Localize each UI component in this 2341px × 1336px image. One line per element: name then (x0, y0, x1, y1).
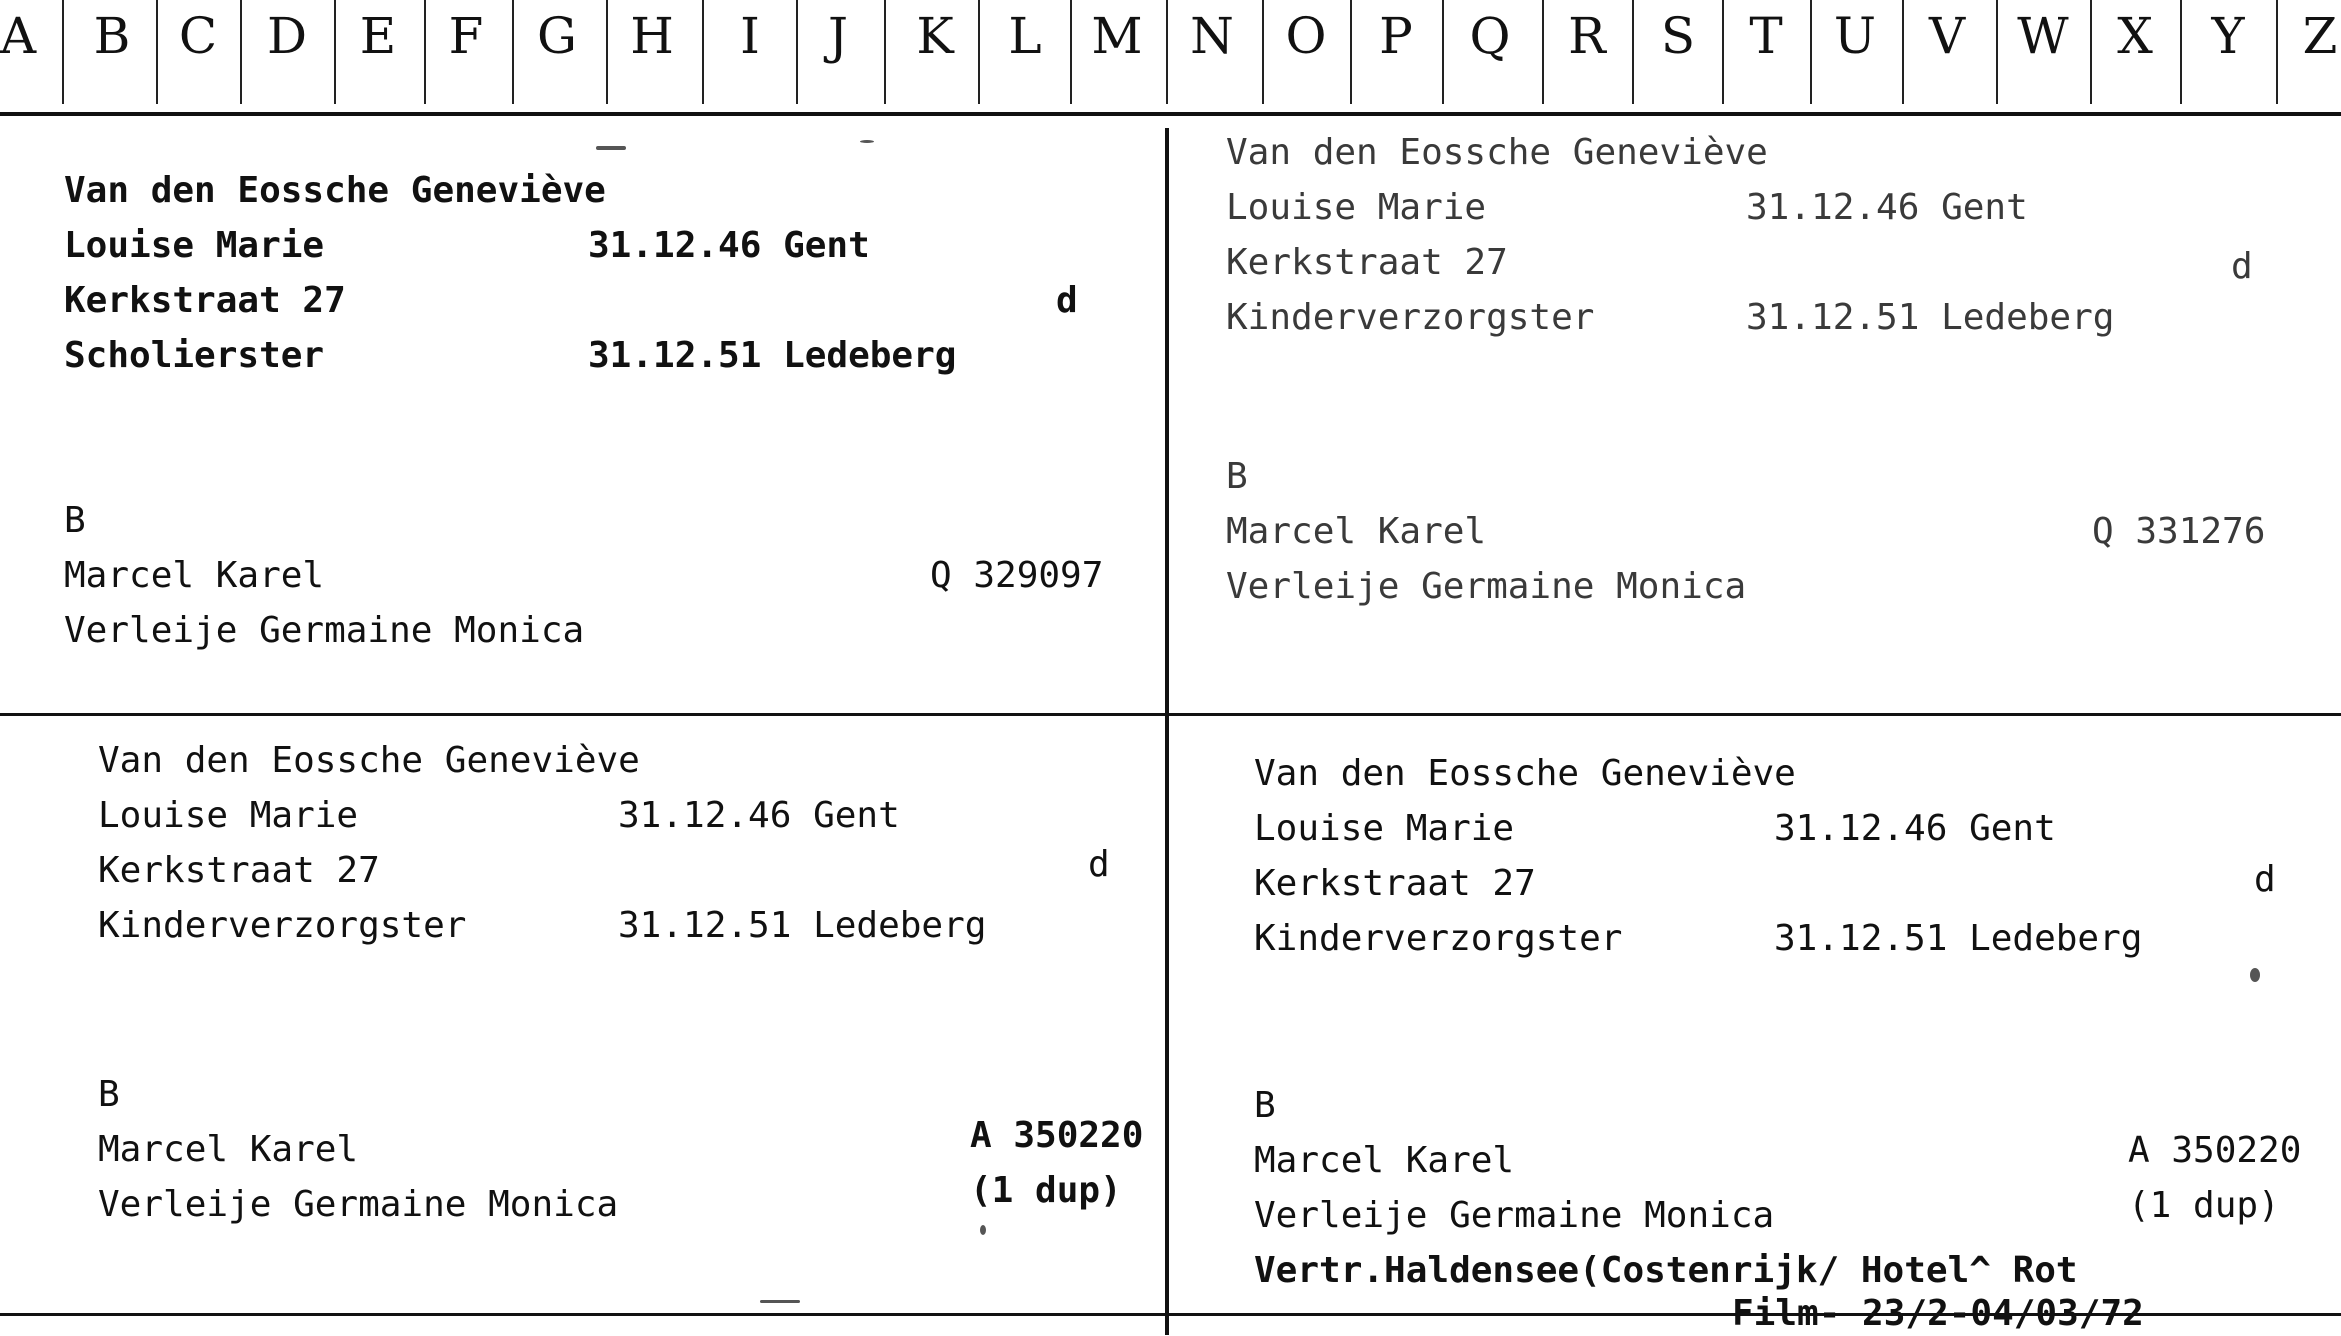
alphabet-letter-a: A (0, 7, 37, 65)
card-mark: d (1088, 844, 1110, 885)
alphabet-separator (884, 0, 886, 104)
alphabet-letter-z: Z (2302, 7, 2338, 65)
alphabet-letter-p: P (1379, 7, 1413, 65)
card-address: Kerkstraat 27 (64, 280, 346, 321)
alphabet-letter-l: L (1008, 7, 1042, 65)
alphabet-separator (1810, 0, 1812, 104)
bottom-divider-left (0, 1313, 1165, 1316)
card-code: Q 331276 (2092, 511, 2266, 552)
card-code: Q 329097 (930, 555, 1104, 596)
alphabet-separator (606, 0, 608, 104)
card-birth: 31.12.46 Gent (618, 795, 900, 836)
alphabet-separator (1350, 0, 1352, 104)
card-father: Marcel Karel (98, 1129, 359, 1170)
card-mark: d (2231, 246, 2253, 287)
alphabet-letter-c: C (178, 7, 218, 65)
alphabet-letter-g: G (537, 7, 577, 65)
alphabet-separator (1632, 0, 1634, 104)
alphabet-separator (1442, 0, 1444, 104)
alphabet-letter-s: S (1660, 7, 1696, 65)
alphabet-letter-o: O (1285, 7, 1327, 65)
alphabet-separator (1722, 0, 1724, 104)
card-occupation: Kinderverzorgster (1226, 297, 1595, 338)
scan-speck (596, 146, 626, 150)
card-section: B (1226, 456, 1248, 497)
alphabet-separator (240, 0, 242, 104)
card-marriage: 31.12.51 Ledeberg (1774, 918, 2143, 959)
card-name: Van den Eossche Geneviève (1226, 132, 1768, 173)
card-mark: d (2254, 859, 2276, 900)
card-address: Kerkstraat 27 (1254, 863, 1536, 904)
card-birth: 31.12.46 Gent (588, 225, 870, 266)
alphabet-letter-b: B (93, 7, 131, 65)
alphabet-letter-f: F (448, 7, 484, 65)
card-given-names: Louise Marie (1226, 187, 1487, 228)
card-mother: Verleije Germaine Monica (1226, 566, 1747, 607)
alphabet-letter-x: X (2117, 7, 2153, 65)
record-card-3 (98, 733, 1158, 1232)
alphabet-separator (978, 0, 980, 104)
card-section: B (98, 1074, 120, 1115)
alphabet-letter-i: I (740, 7, 760, 65)
film-stamp: Film- 23/2-04/03/72 (1732, 1293, 2144, 1334)
alphabet-index-bar (0, 0, 2341, 116)
alphabet-separator (156, 0, 158, 104)
card-mark: d (1056, 280, 1078, 321)
alphabet-separator (2180, 0, 2182, 104)
alphabet-separator (1996, 0, 1998, 104)
scan-speck (2250, 968, 2260, 982)
card-name: Van den Eossche Geneviève (1254, 753, 1796, 794)
card-code-note: (1 dup) (2128, 1185, 2280, 1226)
scan-speck (860, 140, 874, 143)
record-card-4 (1254, 746, 2334, 1298)
middle-horizontal-divider (0, 713, 2341, 716)
alphabet-separator (1070, 0, 1072, 104)
alphabet-letter-e: E (359, 7, 397, 65)
card-occupation: Kinderverzorgster (98, 905, 467, 946)
card-birth: 31.12.46 Gent (1774, 808, 2056, 849)
alphabet-separator (512, 0, 514, 104)
card-address: Kerkstraat 27 (1226, 242, 1508, 283)
scan-speck (980, 1225, 986, 1235)
card-code-note: (1 dup) (970, 1170, 1122, 1211)
alphabet-separator (702, 0, 704, 104)
card-remark: Vertr.Haldensee(Costenrijk/ Hotel^ Rot (1254, 1250, 2078, 1291)
record-card-2 (1226, 125, 2326, 614)
alphabet-separator (1262, 0, 1264, 104)
alphabet-letter-d: D (266, 7, 308, 65)
alphabet-separator (1542, 0, 1544, 104)
alphabet-separator (2090, 0, 2092, 104)
alphabet-separator (796, 0, 798, 104)
card-father: Marcel Karel (1226, 511, 1487, 552)
card-section: B (1254, 1085, 1276, 1126)
scan-speck (760, 1300, 800, 1303)
card-name: Van den Eossche Geneviève (98, 740, 640, 781)
alphabet-separator (2276, 0, 2278, 104)
alphabet-letter-r: R (1568, 7, 1606, 65)
alphabet-letter-t: T (1749, 7, 1783, 65)
alphabet-letter-w: W (2017, 7, 2069, 65)
card-given-names: Louise Marie (98, 795, 359, 836)
alphabet-letter-n: N (1190, 7, 1234, 65)
card-address: Kerkstraat 27 (98, 850, 380, 891)
card-mother: Verleije Germaine Monica (1254, 1195, 1775, 1236)
card-mother: Verleije Germaine Monica (64, 610, 585, 651)
card-code: A 350220 (970, 1115, 1144, 1156)
alphabet-letter-k: K (916, 7, 954, 65)
card-marriage: 31.12.51 Ledeberg (588, 335, 957, 376)
alphabet-letter-y: Y (2211, 7, 2245, 65)
alphabet-letter-u: U (1833, 7, 1877, 65)
card-section: B (64, 500, 86, 541)
alphabet-letter-j: J (827, 7, 849, 65)
card-name: Van den Eossche Geneviève (64, 170, 606, 211)
alphabet-letter-q: Q (1469, 7, 1511, 65)
card-code: A 350220 (2128, 1130, 2302, 1171)
card-occupation: Kinderverzorgster (1254, 918, 1623, 959)
alphabet-separator (62, 0, 64, 104)
alphabet-letter-v: V (1928, 7, 1966, 65)
card-birth: 31.12.46 Gent (1746, 187, 2028, 228)
record-card-1 (64, 163, 1154, 658)
card-occupation: Scholierster (64, 335, 325, 376)
alphabet-separator (334, 0, 336, 104)
alphabet-separator (424, 0, 426, 104)
card-marriage: 31.12.51 Ledeberg (1746, 297, 2115, 338)
alphabet-letter-h: H (630, 7, 674, 65)
card-mother: Verleije Germaine Monica (98, 1184, 619, 1225)
card-marriage: 31.12.51 Ledeberg (618, 905, 987, 946)
alphabet-separator (1166, 0, 1168, 104)
alphabet-separator (1902, 0, 1904, 104)
card-father: Marcel Karel (1254, 1140, 1515, 1181)
card-given-names: Louise Marie (1254, 808, 1515, 849)
card-father: Marcel Karel (64, 555, 325, 596)
vertical-divider (1165, 128, 1169, 1335)
card-given-names: Louise Marie (64, 225, 325, 266)
alphabet-letter-m: M (1091, 7, 1143, 65)
